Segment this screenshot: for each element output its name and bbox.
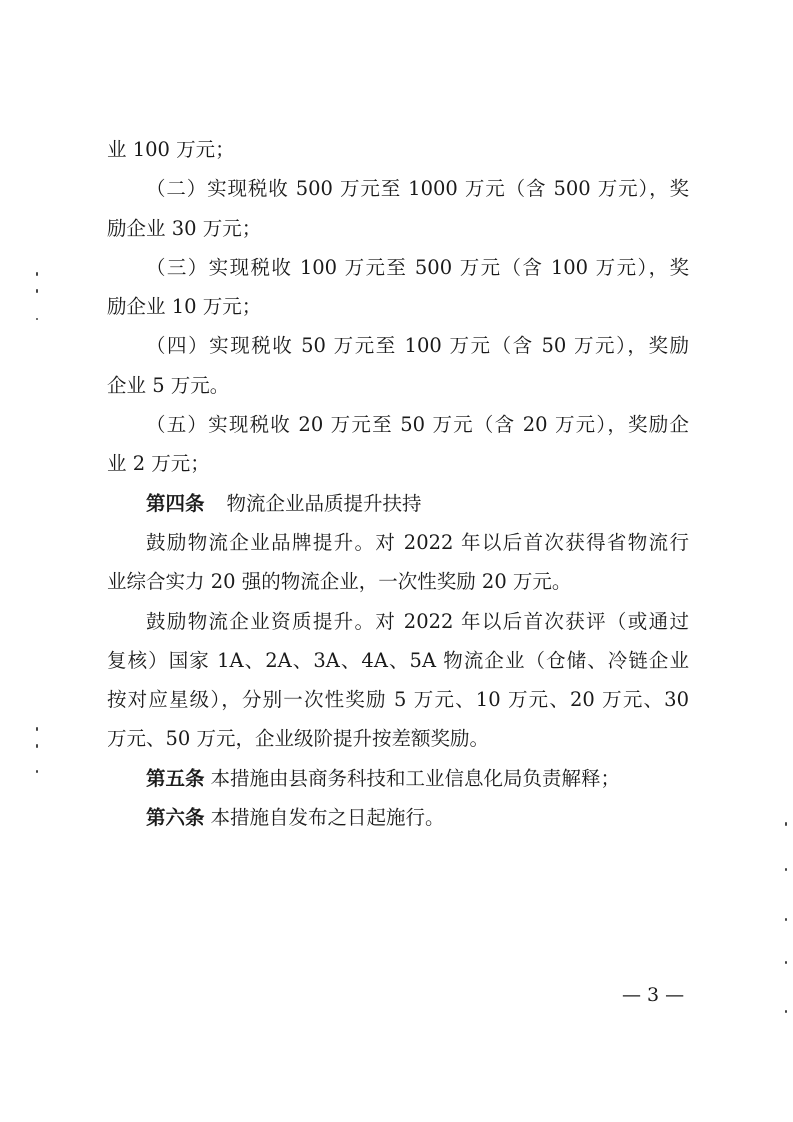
scan-mark bbox=[785, 961, 787, 964]
paragraph-line: 按对应星级），分别一次性奖励 5 万元、10 万元、20 万元、30 bbox=[107, 688, 689, 712]
paragraph-line: （五）实现税收 20 万元至 50 万元（含 20 万元），奖励企 bbox=[146, 413, 689, 437]
paragraph-line: 励企业 30 万元； bbox=[107, 216, 262, 240]
paragraph-line: 复核）国家 1A、2A、3A、4A、5A 物流企业（仓储、冷链企业 bbox=[107, 648, 689, 672]
scan-mark bbox=[785, 1010, 787, 1013]
scan-mark bbox=[36, 318, 38, 320]
paragraph-line: 业 2 万元； bbox=[107, 452, 210, 476]
article-6-text: 本措施自发布之日起施行。 bbox=[210, 806, 445, 830]
scan-mark bbox=[36, 744, 38, 748]
paragraph-line: （四）实现税收 50 万元至 100 万元（含 50 万元），奖励 bbox=[146, 334, 689, 358]
paragraph-line: 鼓励物流企业品牌提升。对 2022 年以后首次获得省物流行 bbox=[146, 530, 689, 554]
article-6 bbox=[107, 798, 689, 837]
article-5 bbox=[107, 759, 689, 798]
article-5-text: 本措施由县商务科技和工业信息化局负责解释； bbox=[210, 766, 621, 790]
scan-mark bbox=[785, 822, 787, 826]
article-6-label: 第六条 bbox=[146, 806, 205, 830]
paragraph-line: 鼓励物流企业资质提升。对 2022 年以后首次获评（或通过 bbox=[146, 609, 689, 633]
paragraph-line: （二）实现税收 500 万元至 1000 万元（含 500 万元），奖 bbox=[146, 177, 689, 201]
paragraph-line: （三）实现税收 100 万元至 500 万元（含 100 万元），奖 bbox=[146, 255, 689, 279]
article-4-label: 第四条 bbox=[146, 491, 205, 515]
paragraph-line: 企业 5 万元。 bbox=[107, 373, 230, 397]
scan-mark bbox=[36, 727, 38, 731]
scan-mark bbox=[36, 770, 38, 773]
scan-mark bbox=[785, 918, 787, 921]
scan-mark bbox=[36, 289, 38, 293]
scan-mark bbox=[785, 868, 787, 871]
article-4-heading bbox=[107, 484, 689, 523]
scan-mark bbox=[36, 272, 38, 276]
paragraph-line: 业 100 万元； bbox=[107, 138, 235, 161]
document-body bbox=[107, 130, 689, 837]
paragraph-line: 业综合实力 20 强的物流企业，一次性奖励 20 万元。 bbox=[107, 570, 572, 594]
paragraph-line: 万元、50 万元，企业级阶提升按差额奖励。 bbox=[107, 727, 490, 751]
page-number: — 3 — bbox=[622, 984, 685, 1006]
article-5-label: 第五条 bbox=[146, 766, 205, 790]
article-4-title: 物流企业品质提升扶持 bbox=[226, 491, 422, 515]
paragraph-line: 励企业 10 万元； bbox=[107, 295, 262, 319]
